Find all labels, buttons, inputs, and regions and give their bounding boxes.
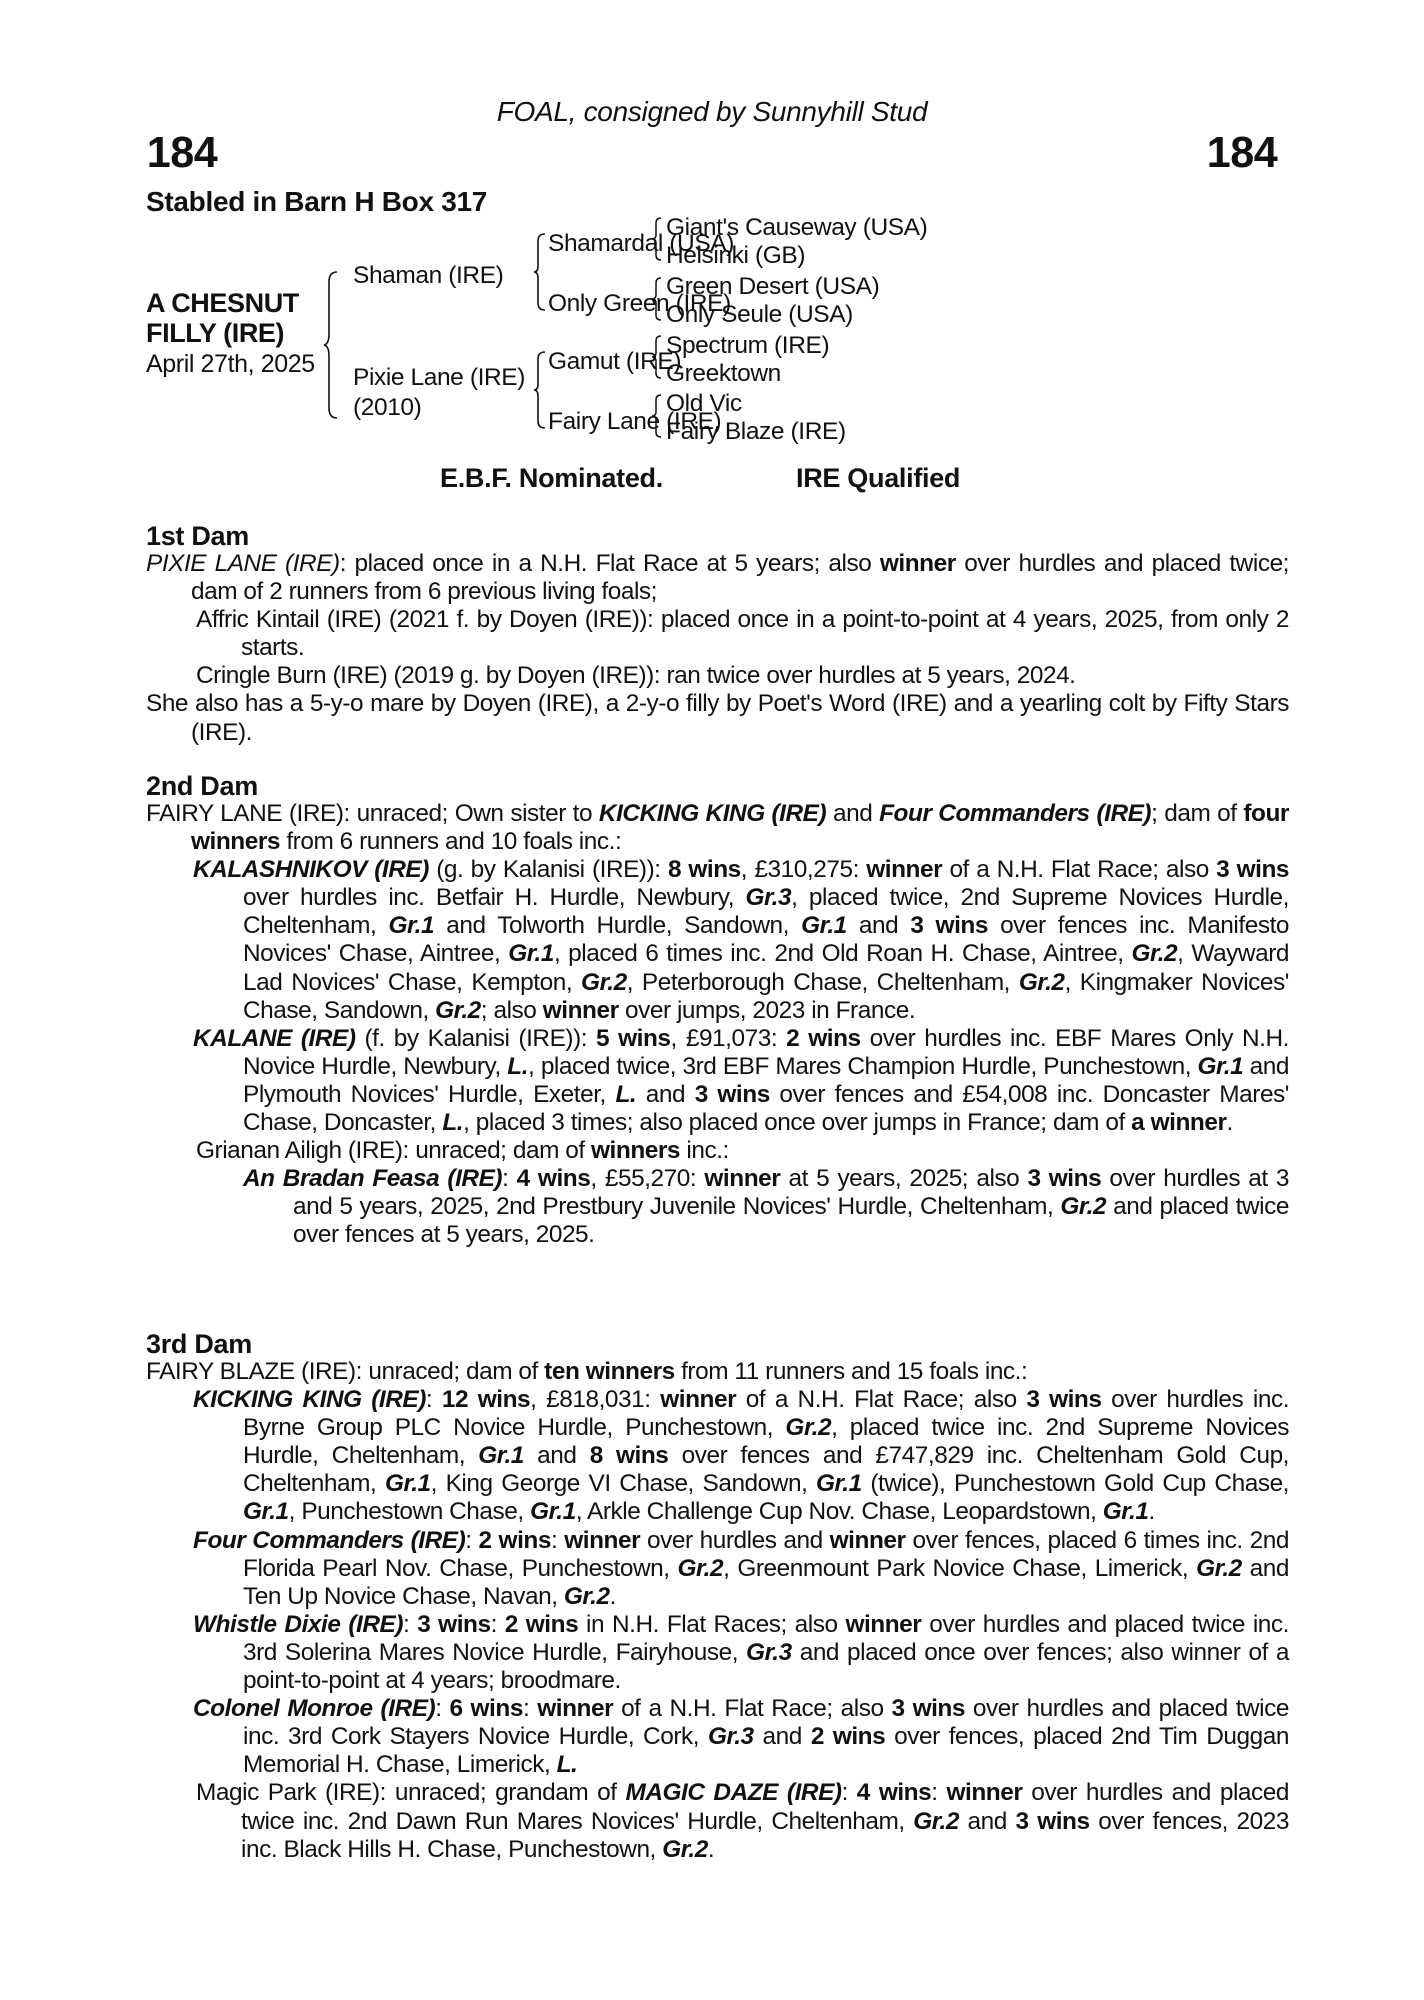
dam-sire: Gamut (IRE) — [548, 348, 682, 375]
text: ; dam of — [1151, 800, 1244, 827]
emphasis: 3 wins — [1015, 1807, 1090, 1835]
text: : placed once in a N.H. Flat Race at 5 years; also — [339, 550, 880, 577]
emphasis: 3 wins — [1027, 1165, 1102, 1193]
grade: Gr.2 — [563, 1582, 610, 1610]
grade: Gr.2 — [662, 1835, 708, 1863]
text: Magic Park (IRE): unraced; grandam of — [196, 1779, 626, 1807]
text: over fences inc. Manifesto Novices' Chase, Aintree, — [243, 912, 1290, 968]
dam-dam: Fairy Lane (IRE) — [548, 408, 722, 435]
emphasis: 12 wins — [441, 1386, 531, 1414]
horse-name: KICKING KING (IRE) — [193, 1386, 426, 1414]
text: . — [1226, 1109, 1233, 1137]
horse-description — [146, 288, 299, 348]
text: (g. by Kalanisi (IRE)): — [428, 856, 668, 884]
text: over hurdles inc. Betfair H. Hurdle, Newbury, — [243, 884, 746, 912]
emphasis: 3 wins — [694, 1080, 770, 1108]
horse-name: KICKING KING (IRE) — [598, 800, 827, 827]
third-dam-summary — [146, 1358, 1289, 1386]
horse-name: Four Commanders (IRE) — [193, 1526, 466, 1554]
grade: Gr.3 — [745, 884, 792, 912]
emphasis: winner — [564, 1526, 641, 1554]
text: (f. by Kalanisi (IRE)): — [355, 1024, 597, 1052]
text: : — [465, 1526, 479, 1554]
text: over hurdles and placed twice inc. 3rd Cork Stayers Novice Hurdle, Cork, — [243, 1695, 1290, 1751]
grade: Gr.1 — [243, 1498, 289, 1526]
grade: L. — [507, 1052, 529, 1080]
text: over fences and £54,008 inc. Doncaster Mares' Chase, Doncaster, — [243, 1080, 1290, 1137]
second-dam-summary — [146, 800, 1289, 856]
text: and — [826, 800, 880, 827]
emphasis: winners — [591, 1137, 681, 1165]
text: over hurdles and placed twice inc. 2nd Dawn Run Mares Novices' Hurdle, Cheltenham, — [241, 1779, 1290, 1835]
text: , King George VI Chase, Sandown, — [430, 1470, 817, 1498]
text: over hurdles at 3 and 5 years, 2025, 2nd Prestbury Juvenile Novices' Hurdle, Cheltenham, — [293, 1165, 1290, 1221]
emphasis: 2 wins — [786, 1024, 861, 1052]
emphasis: 4 wins — [856, 1779, 932, 1807]
text: and — [846, 912, 911, 940]
text: and — [958, 1807, 1016, 1835]
text: , Arkle Challenge Cup Nov. Chase, Leopardstown, — [575, 1498, 1103, 1526]
text: : — [425, 1386, 442, 1414]
text: , placed twice, 3rd EBF Mares Champion Hurdle, Punchestown, — [528, 1052, 1198, 1080]
grade: L. — [615, 1080, 637, 1108]
text: of a N.H. Flat Race; also — [613, 1695, 892, 1723]
emphasis: a winner — [1131, 1109, 1227, 1137]
grade: Gr.2 — [581, 968, 627, 996]
text: over hurdles and — [640, 1526, 830, 1554]
runner-kicking-king — [146, 1386, 1289, 1526]
horse-name: KALASHNIKOV (IRE) — [193, 856, 429, 884]
produce-cringle-burn: Cringle Burn (IRE) (2019 g. by Doyen (IRE)): ran twice over hurdles at 5 years, 2024. — [196, 662, 1076, 690]
gs-old-vic: Old Vic — [666, 390, 742, 417]
grade: Gr.1 — [530, 1498, 576, 1526]
emphasis: four winners — [191, 800, 1289, 856]
text: over jumps, 2023 in France. — [618, 996, 916, 1024]
text: : — [502, 1165, 517, 1193]
emphasis: 2 wins — [478, 1526, 551, 1554]
produce-affric-kintail: Affric Kintail (IRE) (2021 f. by Doyen (IRE)): placed once in a point-to-point at 4 years, 2025, from only 2 starts. — [196, 606, 1289, 662]
text: , placed 6 times inc. 2nd Old Roan H. Chase, Aintree, — [553, 940, 1132, 968]
text: FAIRY BLAZE (IRE): unraced; dam of — [146, 1358, 545, 1385]
runner-grianan-ailigh — [146, 1137, 1289, 1165]
text: (twice), Punchestown Gold Cup Chase, — [861, 1470, 1290, 1498]
grade: Gr.1 — [1197, 1052, 1244, 1080]
grade: Gr.2 — [435, 996, 481, 1024]
emphasis: 8 wins — [667, 856, 741, 884]
runner-magic-park — [146, 1779, 1289, 1863]
text: , Kingmaker Novices' Chase, Sandown, — [243, 968, 1289, 1024]
emphasis: 3 wins — [1026, 1386, 1102, 1414]
emphasis: 3 wins — [417, 1610, 491, 1638]
text: : — [550, 1526, 565, 1554]
text: : — [841, 1779, 857, 1807]
text: and Tolworth Hurdle, Sandown, — [434, 912, 802, 940]
lot-number-right: 184 — [1206, 128, 1278, 177]
text: from 6 runners and 10 foals inc.: — [280, 828, 622, 856]
runner-kalashnikov — [146, 856, 1289, 1025]
grade: Gr.2 — [913, 1807, 959, 1835]
text: , £55,270: — [590, 1165, 705, 1193]
grade: Gr.2 — [1131, 940, 1178, 968]
text: , Punchestown Chase, — [288, 1498, 531, 1526]
text: of a N.H. Flat Race; also — [736, 1386, 1027, 1414]
date-of-birth: April 27th, 2025 — [146, 350, 315, 378]
third-dam-section — [146, 1330, 1289, 1864]
stabled-location: Stabled in Barn H Box 317 — [146, 186, 488, 217]
emphasis: 5 wins — [596, 1024, 671, 1052]
pedigree-brace-main — [323, 270, 339, 420]
ebf-nominated: E.B.F. Nominated. — [440, 463, 663, 493]
text: over fences and £747,829 inc. Cheltenham Gold Cup, Cheltenham, — [243, 1442, 1290, 1498]
sire-dam: Only Green (IRE) — [548, 290, 731, 317]
text: : — [522, 1695, 538, 1723]
text: inc.: — [680, 1137, 729, 1165]
runner-kalane — [146, 1025, 1289, 1137]
text: , placed twice inc. 2nd Supreme Novices Hurdle, Cheltenham, — [243, 1414, 1289, 1470]
emphasis: winner — [537, 1695, 614, 1723]
text: over hurdles and placed twice inc. 3rd Solerina Mares Novice Hurdle, Fairyhouse, — [243, 1610, 1289, 1666]
emphasis: 6 wins — [449, 1695, 523, 1723]
text: over hurdles inc. Byrne Group PLC Novice Hurdle, Punchestown, — [243, 1386, 1290, 1442]
horse-name: Colonel Monroe (IRE) — [193, 1695, 436, 1723]
text: : — [403, 1610, 418, 1638]
gs-spectrum: Spectrum (IRE) — [666, 332, 830, 359]
gs-fairy-blaze: Fairy Blaze (IRE) — [666, 418, 846, 445]
gs-only-seule: Only Seule (USA) — [666, 301, 853, 328]
text: . — [707, 1835, 715, 1863]
text: : — [490, 1610, 505, 1638]
emphasis: ten winners — [544, 1358, 675, 1385]
text: . — [609, 1582, 616, 1610]
runner-four-commanders — [146, 1527, 1289, 1611]
text: over fences, 2023 inc. Black Hills H. Chase, Punchestown, — [241, 1807, 1290, 1863]
first-dam-section — [146, 522, 1289, 747]
grade: L. — [556, 1751, 578, 1779]
emphasis: winner — [542, 996, 619, 1024]
text: and — [636, 1080, 695, 1108]
emphasis: winner — [660, 1386, 737, 1414]
second-dam-section — [146, 772, 1289, 1250]
text: , Peterborough Chase, Cheltenham, — [626, 968, 1019, 996]
gs-green-desert: Green Desert (USA) — [666, 273, 880, 300]
text: over fences, placed 6 times inc. 2nd Florida Pearl Nov. Chase, Punchestown, — [243, 1526, 1289, 1582]
text: : — [931, 1779, 947, 1807]
other-produce: She also has a 5-y-o mare by Doyen (IRE), a 2-y-o filly by Poet's Word (IRE) and a yearling colt by Fifty Stars (IRE). — [146, 690, 1289, 746]
grade: L. — [442, 1109, 464, 1137]
gs-greektown: Greektown — [666, 360, 781, 387]
pedigree-brace-g1 — [651, 216, 663, 262]
text: and — [523, 1442, 590, 1470]
text: , £91,073: — [670, 1024, 787, 1052]
grade: Gr.1 — [384, 1470, 431, 1498]
text: , placed twice, 2nd Supreme Novices Hurdle, Cheltenham, — [243, 884, 1290, 940]
ire-qualified: IRE Qualified — [796, 463, 961, 493]
text: in N.H. Flat Races; also — [578, 1610, 846, 1638]
horse-name: An Bradan Feasa (IRE) — [243, 1165, 503, 1193]
text: , £310,275: — [740, 856, 867, 884]
text: and Ten Up Novice Chase, Navan, — [243, 1554, 1290, 1610]
emphasis: 3 wins — [891, 1695, 965, 1723]
emphasis: 2 wins — [810, 1723, 886, 1751]
grade: Gr.2 — [1018, 968, 1065, 996]
grade: Gr.1 — [801, 912, 847, 940]
pedigree-brace-g2 — [651, 276, 663, 322]
grade: Gr.2 — [1060, 1193, 1107, 1221]
text: of a N.H. Flat Race; also — [942, 856, 1217, 884]
emphasis: winner — [704, 1165, 781, 1193]
text: , £818,031: — [530, 1386, 661, 1414]
text: over fences, placed 2nd Tim Duggan Memorial H. Chase, Limerick, — [243, 1723, 1290, 1779]
grade: Gr.1 — [1102, 1498, 1149, 1526]
grade: Gr.3 — [707, 1723, 754, 1751]
emphasis: 8 wins — [589, 1442, 669, 1470]
horse-name: KALANE (IRE) — [193, 1024, 356, 1052]
emphasis: winner — [879, 550, 956, 577]
lot-number-left: 184 — [146, 128, 218, 177]
first-dam-summary — [146, 550, 1289, 606]
text: . — [1148, 1498, 1155, 1526]
text: , placed 3 times; also placed once over jumps in France; dam of — [463, 1109, 1132, 1137]
text: ; also — [480, 996, 543, 1024]
dam-foaling-year: (2010) — [353, 394, 422, 421]
text: Grianan Ailigh (IRE): unraced; dam of — [196, 1137, 592, 1165]
gs-giants-causeway: Giant's Causeway (USA) — [666, 214, 928, 241]
text: at 5 years, 2025; also — [780, 1165, 1028, 1193]
third-dam-heading: 3rd Dam — [146, 1329, 252, 1359]
consignor-line: FOAL, consigned by Sunnyhill Stud — [496, 96, 928, 127]
dam: Pixie Lane (IRE) — [353, 364, 525, 391]
text: FAIRY LANE (IRE): unraced; Own sister to — [146, 800, 599, 827]
grade: Gr.2 — [1196, 1554, 1242, 1582]
text: and Plymouth Novices' Hurdle, Exeter, — [243, 1052, 1289, 1108]
grade: Gr.2 — [677, 1554, 724, 1582]
text: and placed twice over fences at 5 years, 2025. — [293, 1193, 1289, 1249]
emphasis: winner — [866, 856, 943, 884]
emphasis: 3 wins — [910, 912, 988, 940]
gs-helsinki: Helsinki (GB) — [666, 242, 806, 269]
horse-name: MAGIC DAZE (IRE) — [625, 1779, 842, 1807]
emphasis: 2 wins — [504, 1610, 579, 1638]
grade: Gr.1 — [816, 1470, 862, 1498]
runner-whistle-dixie — [146, 1611, 1289, 1695]
runner-an-bradan-feasa — [146, 1165, 1289, 1249]
emphasis: winner — [829, 1526, 906, 1554]
text: , Greenmount Park Novice Chase, Limerick, — [723, 1554, 1197, 1582]
grade: Gr.3 — [746, 1638, 792, 1666]
pedigree-brace-g4 — [651, 393, 663, 439]
first-dam-heading: 1st Dam — [146, 521, 249, 551]
horse-name: Whistle Dixie (IRE) — [193, 1610, 403, 1638]
text: , Wayward Lad Novices' Chase, Kempton, — [243, 940, 1289, 996]
text: and placed once over fences; also winner of a point-to-point at 4 years; broodmare. — [243, 1638, 1289, 1695]
grade: Gr.1 — [508, 940, 554, 968]
second-dam-heading: 2nd Dam — [146, 771, 258, 801]
text: over hurdles and placed twice; dam of 2 runners from 6 previous living foals; — [191, 550, 1290, 606]
runner-colonel-monroe — [146, 1695, 1289, 1779]
text: from 11 runners and 15 foals inc.: — [674, 1358, 1028, 1385]
pedigree-brace-g3 — [651, 334, 663, 380]
horse-name-line1: A CHESNUT — [146, 288, 299, 318]
pedigree-brace-dam — [533, 350, 547, 430]
emphasis: 3 wins — [1216, 856, 1290, 884]
text: over hurdles inc. EBF Mares Only N.H. Novice Hurdle, Newbury, — [243, 1024, 1289, 1080]
emphasis: 4 wins — [516, 1165, 591, 1193]
dam-name: PIXIE LANE (IRE) — [146, 550, 340, 577]
horse-name-line2: FILLY (IRE) — [146, 318, 285, 348]
grade: Gr.2 — [785, 1414, 832, 1442]
horse-name: Four Commanders (IRE) — [879, 800, 1152, 827]
sire: Shaman (IRE) — [353, 262, 504, 289]
text: and — [753, 1723, 811, 1751]
pedigree-table — [146, 210, 1296, 460]
grade: Gr.1 — [388, 912, 435, 940]
grade: Gr.1 — [478, 1442, 524, 1470]
emphasis: winner — [946, 1779, 1023, 1807]
text: : — [435, 1695, 450, 1723]
sire-sire: Shamardal (USA) — [548, 230, 734, 257]
pedigree-brace-sire — [533, 232, 547, 312]
emphasis: winner — [845, 1610, 922, 1638]
